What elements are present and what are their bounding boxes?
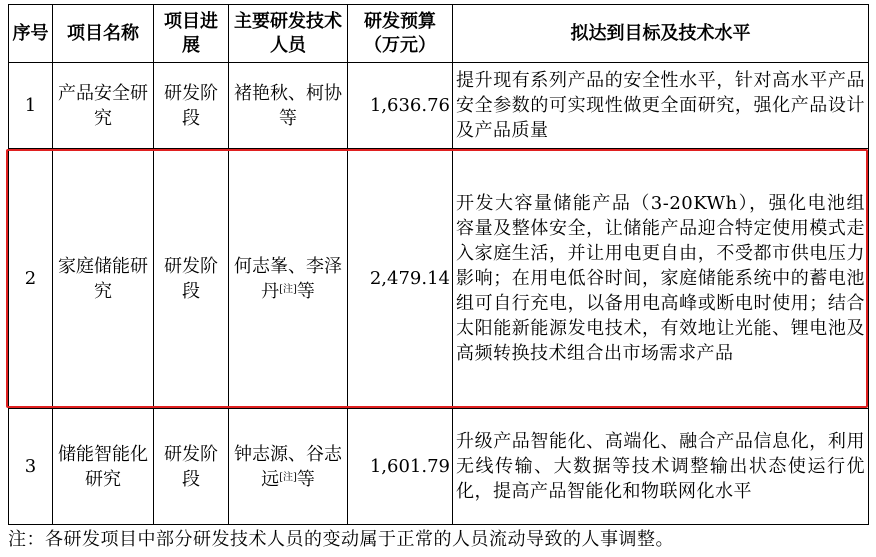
header-budget: 研发预算（万元） (348, 5, 453, 63)
cell-staff (229, 409, 348, 525)
cell-name: 家庭储能研究 (53, 149, 154, 409)
header-no: 序号 (9, 5, 53, 63)
cell-no: 2 (9, 149, 53, 409)
cell-staff (229, 149, 348, 409)
staff-note-mark: [注] (279, 283, 297, 295)
rd-projects-table (8, 4, 869, 525)
table-row (9, 63, 869, 149)
cell-stage: 研发阶段 (154, 149, 229, 409)
cell-budget: 2,479.14 (348, 149, 453, 409)
footnote: 注：各研发项目中部分研发技术人员的变动属于正常的人员流动导致的人事调整。 (8, 529, 674, 550)
cell-budget: 1,601.79 (348, 409, 453, 525)
table-row (9, 409, 869, 525)
cell-budget: 1,636.76 (348, 63, 453, 149)
cell-no: 1 (9, 63, 53, 149)
staff-note-mark: [注] (279, 471, 297, 483)
cell-staff (229, 63, 348, 149)
staff-names: 何志峯、李泽丹 (234, 255, 342, 302)
cell-name: 产品安全研究 (53, 63, 154, 149)
cell-stage: 研发阶段 (154, 409, 229, 525)
staff-suffix: 等 (296, 280, 315, 302)
staff-names: 钟志源、谷志远 (234, 443, 342, 490)
header-goal: 拟达到目标及技术水平 (453, 5, 869, 63)
header-staff: 主要研发技术人员 (229, 5, 348, 63)
staff-suffix: 等 (296, 468, 315, 490)
staff-names: 褚艳秋、柯协等 (234, 82, 342, 129)
cell-goal: 升级产品智能化、高端化、融合产品信息化，利用无线传输、大数据等技术调整输出状态使运行优化，提高产品智能化和物联网化水平 (453, 409, 869, 525)
header-stage: 项目进展 (154, 5, 229, 63)
table-row (9, 149, 869, 409)
cell-no: 3 (9, 409, 53, 525)
cell-name: 储能智能化研究 (53, 409, 154, 525)
cell-goal: 提升现有系列产品的安全性水平，针对高水平产品安全参数的可实现性做更全面研究，强化产品设计及产品质量 (453, 63, 869, 149)
cell-goal: 开发大容量储能产品（3-20KWh），强化电池组容量及整体安全，让储能产品迎合特定使用模式走入家庭生活，并让用电更自由，不受都市供电压力影响；在用电低谷时间，家庭储能系统中的蓄电池组可自行充电，以备用电高峰或断电时使用；结合太阳能新能源发电技术，有效地让光能、锂电池及高频转换技术组合出市场需求产品 (453, 149, 869, 409)
cell-stage: 研发阶段 (154, 63, 229, 149)
header-name: 项目名称 (53, 5, 154, 63)
